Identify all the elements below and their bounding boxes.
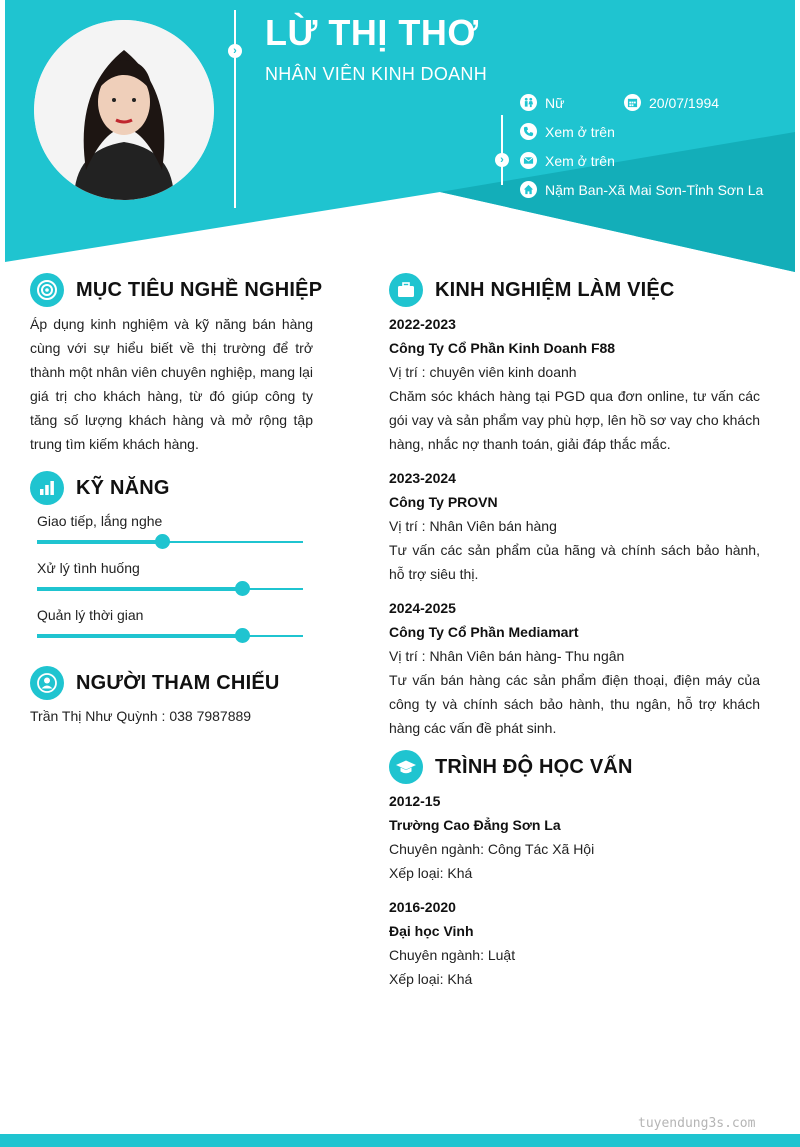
phone-row (520, 123, 615, 140)
skill-bar (37, 588, 303, 590)
skill-item (37, 607, 303, 637)
chevron-right-icon: › (228, 44, 242, 58)
experience-item (389, 466, 760, 586)
skill-item (37, 560, 303, 590)
experience-period: 2024-2025 (389, 600, 456, 616)
experience-description: Tư vấn các sản phẩm của hãng và chính sách bảo hành, hỗ trợ siêu thị. (389, 542, 760, 582)
skill-label: Giao tiếp, lắng nghe (37, 513, 163, 529)
experience-item (389, 312, 760, 456)
skill-item (37, 513, 303, 543)
experience-position: Vị trí : Nhân Viên bán hàng (389, 518, 557, 534)
skill-bar-knob (235, 581, 250, 596)
experience-period: 2022-2023 (389, 316, 456, 332)
skill-bar-fill (37, 587, 242, 591)
education-major: Chuyên ngành: Luật (389, 947, 516, 963)
skill-label: Xử lý tình huống (37, 560, 140, 576)
home-icon (520, 181, 537, 198)
target-icon (30, 273, 64, 307)
user-icon (30, 666, 64, 700)
objective-text: Áp dụng kinh nghiệm và kỹ năng bán hàng cùng với sự hiểu biết về thị trường để trở thành một nhân viên chuyên nghiệp, mang lại giá trị cho khách hàng, từ đó giúp công ty tăng số lượng khách hàng và mở rộng tập trung tìm kiếm khách hàng. (30, 316, 313, 452)
experience-period: 2023-2024 (389, 470, 456, 486)
skills-section-title: KỸ NĂNG (30, 471, 170, 505)
education-section-title: TRÌNH ĐỘ HỌC VẤN (389, 750, 633, 784)
birthday-row (624, 94, 719, 111)
education-grade: Xếp loại: Khá (389, 865, 473, 881)
education-school: Trường Cao Đẳng Sơn La (389, 817, 561, 833)
email-value: Xem ở trên (545, 152, 615, 169)
email-row (520, 152, 615, 169)
skill-bar-fill (37, 634, 242, 638)
gender-row (520, 94, 564, 111)
experience-description: Chăm sóc khách hàng tại PGD qua đơn online, tư vấn các gói vay và sản phẩm vay phù hợp, lên hồ sơ vay cho khách hàng, nhắc nợ thanh toán, giải đáp thắc mắc. (389, 388, 760, 452)
phone-icon (520, 123, 537, 140)
skill-bar-knob (235, 628, 250, 643)
skill-bar (37, 635, 303, 637)
education-item (389, 789, 760, 885)
skill-bar (37, 541, 303, 543)
calendar-icon (624, 94, 641, 111)
education-grade: Xếp loại: Khá (389, 971, 473, 987)
education-school: Đại học Vinh (389, 923, 474, 939)
experience-company: Công Ty PROVN (389, 494, 498, 510)
candidate-name: LỪ THỊ THƠ (265, 12, 479, 53)
experience-section-title: KINH NGHIỆM LÀM VIỆC (389, 273, 675, 307)
graduation-cap-icon (389, 750, 423, 784)
profile-photo (34, 20, 214, 200)
education-item (389, 895, 760, 991)
email-icon (520, 152, 537, 169)
phone-value: Xem ở trên (545, 123, 615, 140)
skill-bar-fill (37, 540, 162, 544)
job-title: NHÂN VIÊN KINH DOANH (265, 64, 488, 84)
gender-icon (520, 94, 537, 111)
chevron-right-icon: › (495, 153, 509, 167)
experience-position: Vị trí : chuyên viên kinh doanh (389, 364, 577, 380)
bar-chart-icon (30, 471, 64, 505)
briefcase-icon (389, 273, 423, 307)
reference-text: Trần Thị Như Quỳnh : 038 7987889 (30, 708, 252, 724)
contact-divider-line (501, 115, 503, 185)
experience-company: Công Ty Cổ Phần Kinh Doanh F88 (389, 340, 616, 356)
objective-section-title: MỤC TIÊU NGHỀ NGHIỆP (30, 273, 322, 307)
address-row (520, 181, 763, 198)
references-section-title: NGƯỜI THAM CHIẾU (30, 666, 280, 700)
watermark: tuyendung3s.com (638, 1116, 756, 1131)
experience-position: Vị trí : Nhân Viên bán hàng- Thu ngân (389, 648, 625, 664)
education-period: 2016-2020 (389, 899, 456, 915)
education-major: Chuyên ngành: Công Tác Xã Hội (389, 841, 595, 857)
skill-bar-knob (155, 534, 170, 549)
education-period: 2012-15 (389, 793, 441, 809)
gender-value: Nữ (545, 94, 565, 111)
experience-company: Công Ty Cổ Phần Mediamart (389, 624, 579, 640)
experience-item (389, 596, 760, 740)
skill-label: Quản lý thời gian (37, 607, 144, 623)
address-value: Nặm Ban-Xã Mai Sơn-Tỉnh Sơn La (545, 181, 764, 198)
birthday-value: 20/07/1994 (649, 94, 720, 111)
experience-description: Tư vấn bán hàng các sản phẩm điện thoại, điện máy của công ty và chính sách bảo hành, thu ngân, hỗ trợ khách hàng các vấn đề phát sinh. (389, 672, 760, 736)
footer-bar (0, 1134, 800, 1147)
header-divider-line (234, 10, 236, 208)
